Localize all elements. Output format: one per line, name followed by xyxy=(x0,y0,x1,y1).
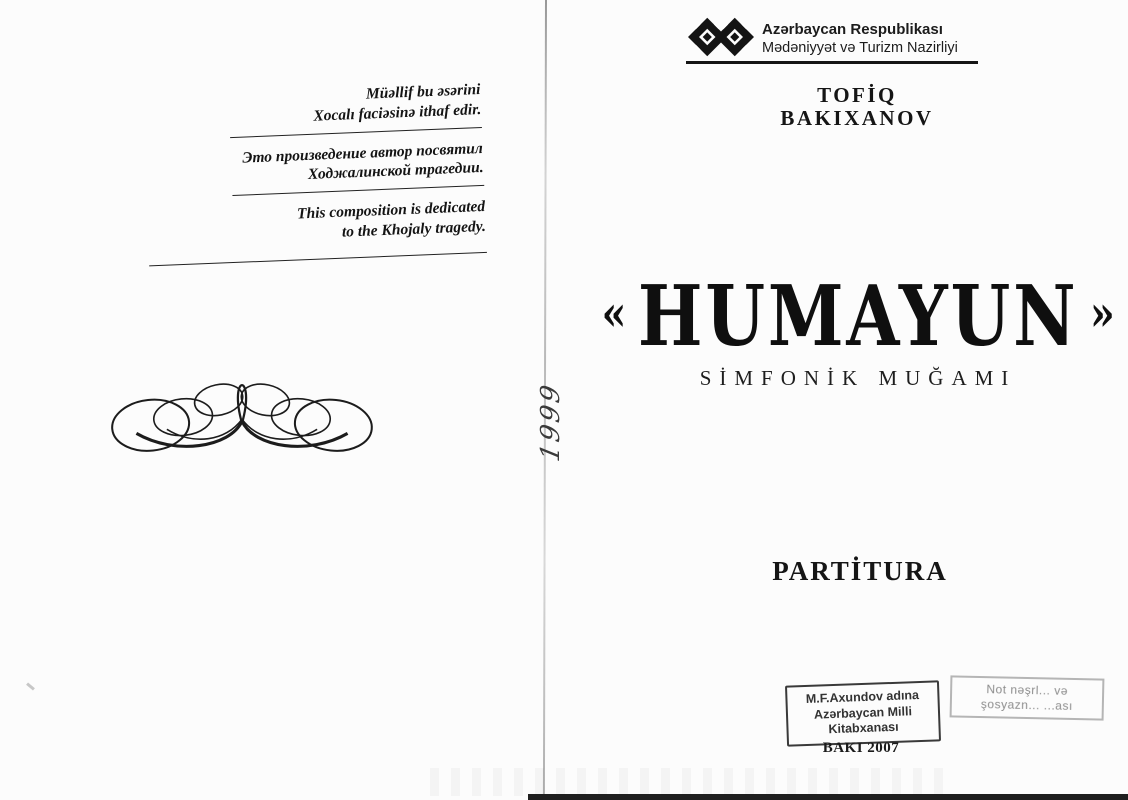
dedication-azerbaijani xyxy=(138,80,481,133)
faded-stamp-line1: Not nəşrl... və xyxy=(986,682,1069,698)
handwritten-year-text: 1999 xyxy=(536,379,567,465)
ministry-header xyxy=(762,20,1002,58)
close-guillemet: » xyxy=(1089,284,1115,342)
library-stamp-line3: Kitabxanası xyxy=(828,719,899,737)
scan-bottom-edge xyxy=(528,794,1128,800)
author-last-name: BAKIXANOV xyxy=(780,106,934,130)
divider-rule xyxy=(232,185,484,196)
library-stamp-line2: Azərbaycan Milli xyxy=(813,703,913,722)
work-title-text: HUMAYUN xyxy=(637,266,1079,365)
faded-stamp-line2: şosyazn... ...ası xyxy=(980,697,1073,713)
dedication-ru-line1: Это произведение автор посвятил xyxy=(241,139,484,167)
scan-noise xyxy=(430,768,950,796)
dedication-az-line2: Xocalı faciəsinə ithaf edir. xyxy=(313,100,482,125)
score-type-label: PARTİTURA xyxy=(772,556,948,586)
calligraphic-flourish-ornament xyxy=(108,352,376,464)
library-stamp xyxy=(785,680,941,746)
ministry-header-line2: Mədəniyyət və Turizm Nazirliyi xyxy=(762,40,958,56)
dedication-en-line2: to the Khojaly tragedy. xyxy=(341,218,487,241)
author-first-name: TOFİQ xyxy=(817,83,897,107)
work-title xyxy=(602,266,1115,365)
ministry-header-line1: Azərbaycan Respublikası xyxy=(762,21,943,38)
header-rule xyxy=(686,61,978,64)
faded-department-stamp xyxy=(950,675,1105,720)
dedication-ru-line2: Ходжалинской трагедии. xyxy=(307,159,484,184)
dedication-russian xyxy=(141,139,484,192)
handwritten-year xyxy=(529,374,573,470)
library-stamp-line1: M.F.Axundov adına xyxy=(805,688,920,706)
imprint-city-year: BAKI 2007 xyxy=(822,740,900,756)
dedication-en-line1: This composition is dedicated xyxy=(296,198,486,223)
ministry-logo-icon xyxy=(688,15,754,59)
scan-speck xyxy=(26,682,35,690)
dedication-block xyxy=(138,80,487,278)
author-name xyxy=(738,84,976,130)
dedication-az-line1: Müəllif bu əsərini xyxy=(365,80,481,103)
dedication-english xyxy=(143,197,486,250)
open-guillemet: « xyxy=(601,284,627,342)
work-subtitle: SİMFONİK MUĞAMI xyxy=(699,366,1017,390)
divider-rule xyxy=(149,252,487,267)
divider-rule xyxy=(230,127,482,138)
